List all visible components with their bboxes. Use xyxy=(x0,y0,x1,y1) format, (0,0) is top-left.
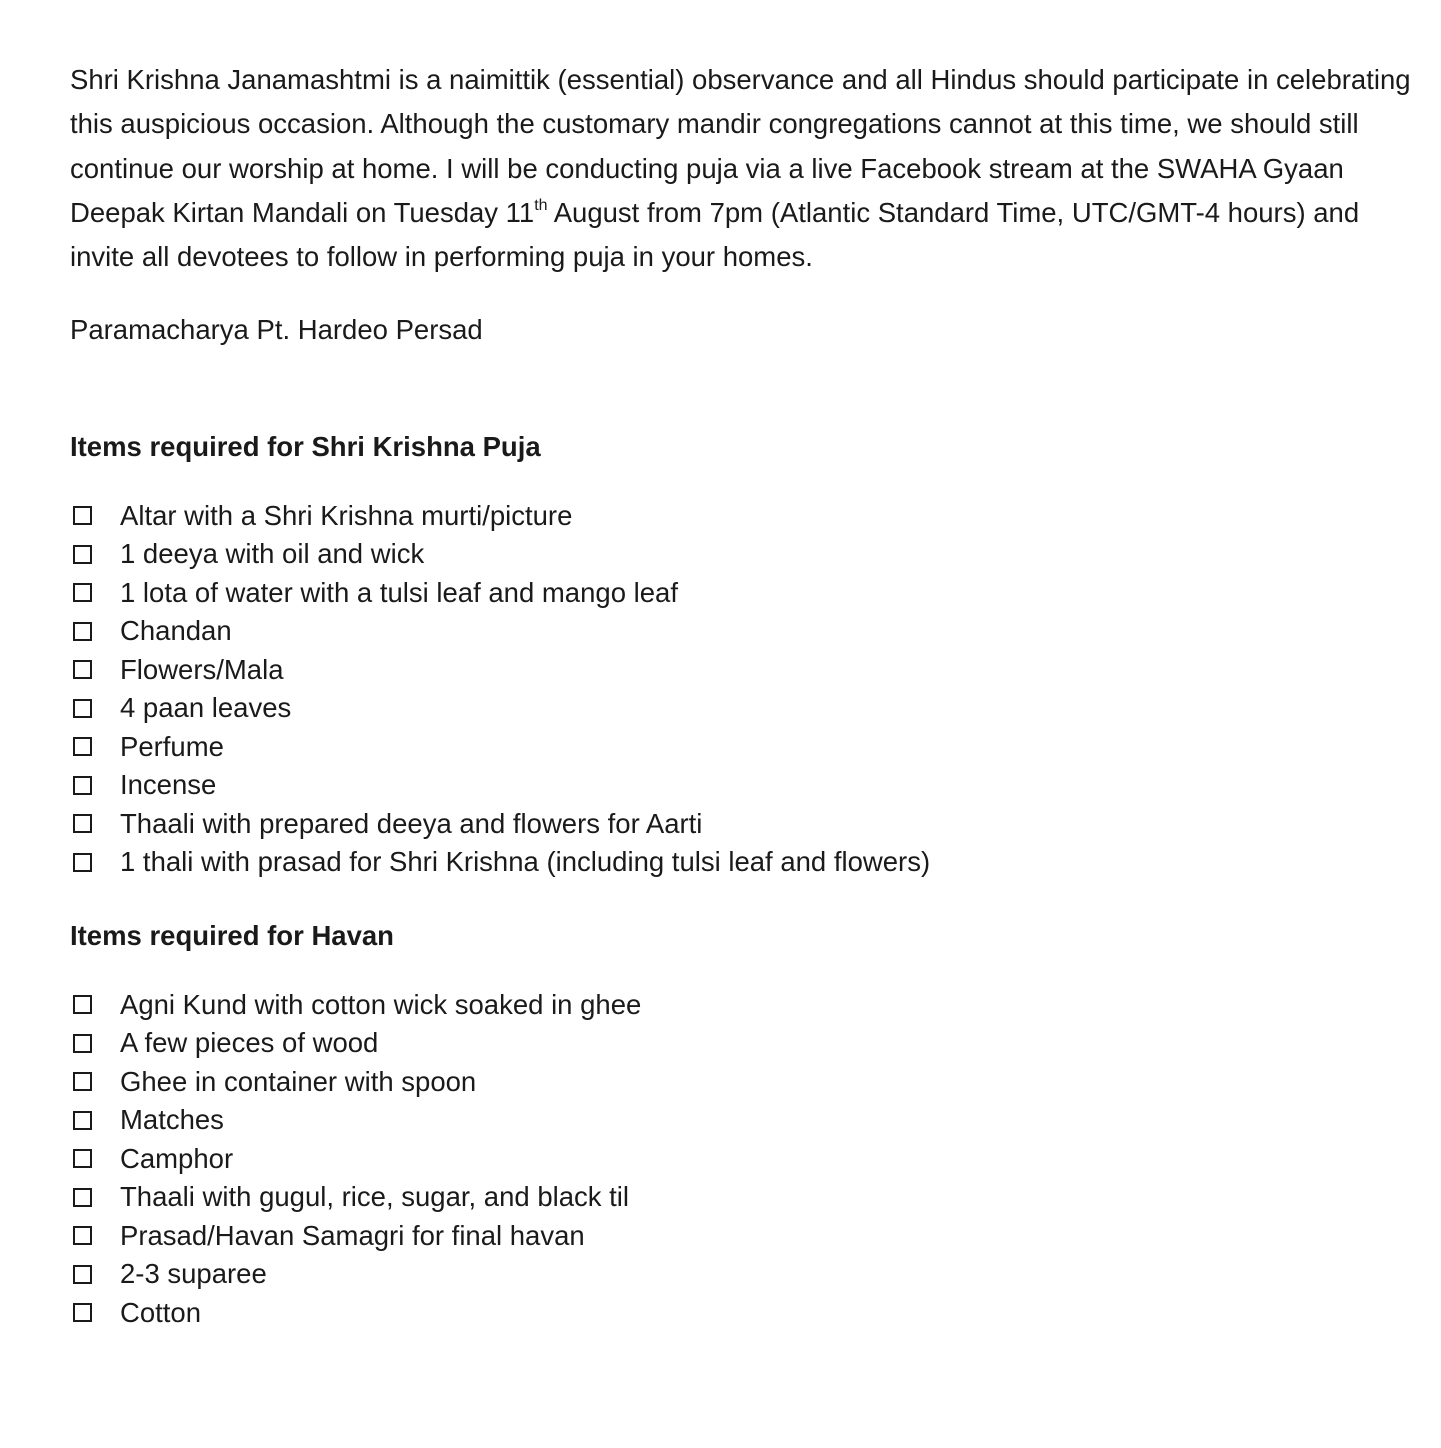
havan-item-label: A few pieces of wood xyxy=(120,1027,379,1059)
checkbox-icon[interactable] xyxy=(73,853,92,872)
intro-text-part1: Shri Krishna Janamashtmi is a naimittik (essential) observance and all Hindus should participate in celebrating this auspicious occasion. Although the customary mandir congregations cannot at this time, we should still continue our worship at home. I will be conducting puja via a live Facebook stream at the SWAHA Gyaan Deepak Kirtan Mandali on Tuesday 11 xyxy=(70,64,1411,228)
puja-item-label: Flowers/Mala xyxy=(120,653,284,685)
havan-item xyxy=(70,1101,1415,1140)
havan-item-label: Matches xyxy=(120,1104,224,1136)
checkbox-icon[interactable] xyxy=(73,1188,92,1207)
havan-item-label: 2-3 suparee xyxy=(120,1258,267,1290)
havan-item-label: Cotton xyxy=(120,1296,202,1328)
puja-item-label: Thaali with prepared deeya and flowers for Aarti xyxy=(120,807,703,839)
havan-item xyxy=(70,1062,1415,1101)
havan-item-label: Agni Kund with cotton wick soaked in ghee xyxy=(120,988,642,1020)
havan-section-title: Items required for Havan xyxy=(70,920,394,952)
havan-item-label: Ghee in container with spoon xyxy=(120,1065,477,1097)
puja-section-title: Items required for Shri Krishna Puja xyxy=(70,431,541,463)
puja-item xyxy=(70,496,1415,535)
puja-item-label: 1 deeya with oil and wick xyxy=(120,538,425,570)
havan-item xyxy=(70,1024,1415,1063)
puja-item xyxy=(70,689,1415,728)
havan-item-label: Camphor xyxy=(120,1142,234,1174)
havan-item-label: Prasad/Havan Samagri for final havan xyxy=(120,1219,585,1251)
intro-paragraph xyxy=(70,58,1415,279)
puja-item-label: Chandan xyxy=(120,615,232,647)
checkbox-icon[interactable] xyxy=(73,1072,92,1091)
checkbox-icon[interactable] xyxy=(73,622,92,641)
puja-item xyxy=(70,804,1415,843)
havan-item xyxy=(70,1216,1415,1255)
puja-item xyxy=(70,727,1415,766)
checkbox-icon[interactable] xyxy=(73,995,92,1014)
havan-item-label: Thaali with gugul, rice, sugar, and black til xyxy=(120,1181,630,1213)
puja-item xyxy=(70,612,1415,651)
havan-item xyxy=(70,985,1415,1024)
puja-item-label: 4 paan leaves xyxy=(120,692,292,724)
signature: Paramacharya Pt. Hardeo Persad xyxy=(70,314,483,346)
puja-item xyxy=(70,766,1415,805)
checkbox-icon[interactable] xyxy=(73,1303,92,1322)
checkbox-icon[interactable] xyxy=(73,699,92,718)
checkbox-icon[interactable] xyxy=(73,776,92,795)
havan-item xyxy=(70,1139,1415,1178)
checkbox-icon[interactable] xyxy=(73,1265,92,1284)
checkbox-icon[interactable] xyxy=(73,1111,92,1130)
puja-item xyxy=(70,573,1415,612)
puja-item xyxy=(70,650,1415,689)
checkbox-icon[interactable] xyxy=(73,545,92,564)
havan-item xyxy=(70,1255,1415,1294)
checkbox-icon[interactable] xyxy=(73,1034,92,1053)
checkbox-icon[interactable] xyxy=(73,1226,92,1245)
intro-text-part2: August from 7pm (Atlantic Standard Time, UTC/GMT-4 hours) and invite all devotees to follow in performing puja in your homes. xyxy=(70,196,1360,273)
puja-item-label: Incense xyxy=(120,769,217,801)
havan-checklist xyxy=(70,985,1415,1332)
document-page xyxy=(70,58,1415,1332)
puja-item-label: 1 thali with prasad for Shri Krishna (including tulsi leaf and flowers) xyxy=(120,846,931,878)
date-ordinal-superscript: th xyxy=(534,196,548,214)
checkbox-icon[interactable] xyxy=(73,583,92,602)
checkbox-icon[interactable] xyxy=(73,506,92,525)
puja-item-label: Perfume xyxy=(120,730,224,762)
puja-item xyxy=(70,535,1415,574)
puja-item xyxy=(70,843,1415,882)
puja-item-label: 1 lota of water with a tulsi leaf and mango leaf xyxy=(120,576,678,608)
puja-checklist xyxy=(70,496,1415,881)
checkbox-icon[interactable] xyxy=(73,1149,92,1168)
puja-item-label: Altar with a Shri Krishna murti/picture xyxy=(120,499,573,531)
checkbox-icon[interactable] xyxy=(73,814,92,833)
havan-item xyxy=(70,1293,1415,1332)
havan-item xyxy=(70,1178,1415,1217)
checkbox-icon[interactable] xyxy=(73,660,92,679)
checkbox-icon[interactable] xyxy=(73,737,92,756)
